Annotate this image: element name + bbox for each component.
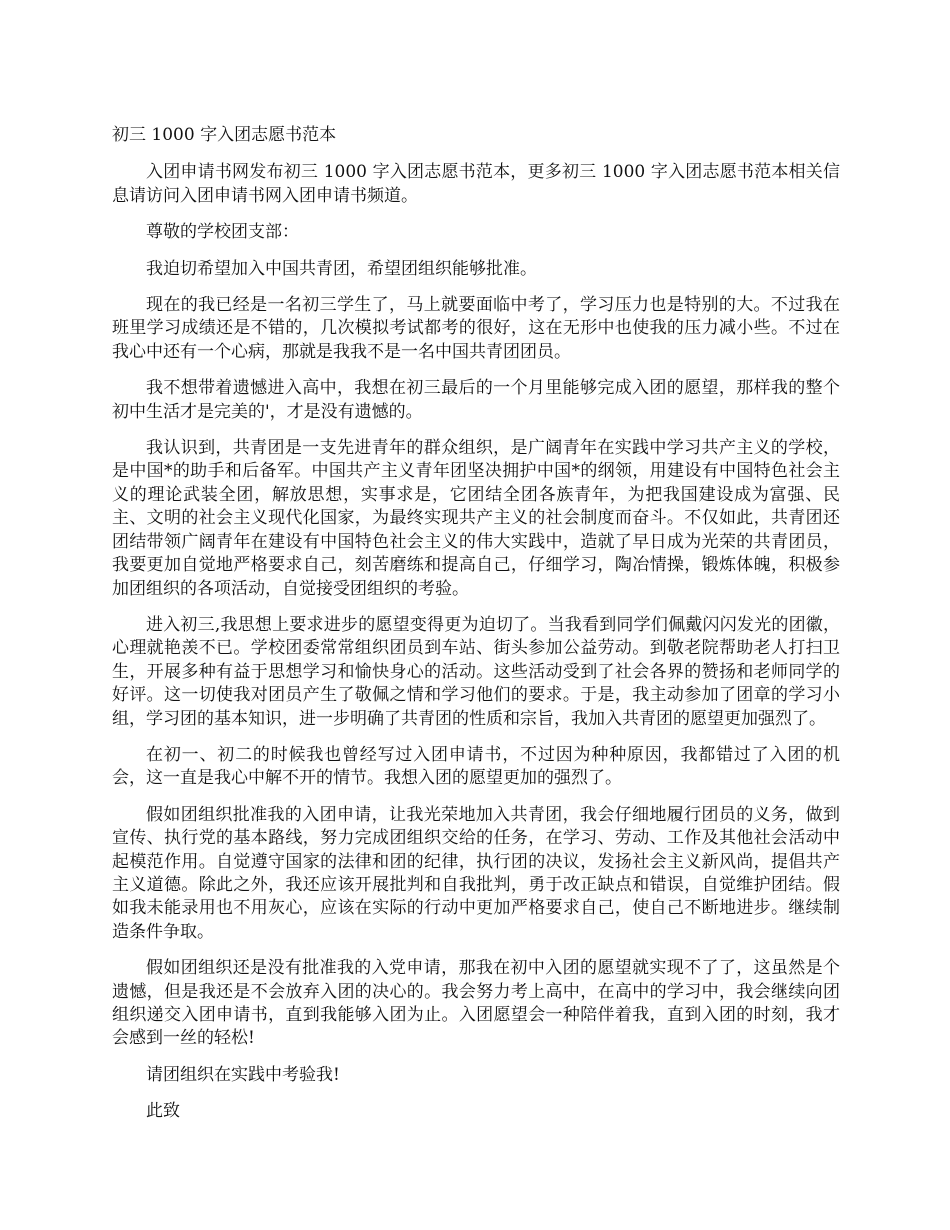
closing-salute: 此致: [146, 1101, 180, 1122]
body-paragraph: 进入初三,我思想上要求进步的愿望变得更为迫切了。当我看到同学们佩戴闪闪发光的团徽，心理就艳羡不已。学校团委常常组织团员到车站、街头参加公益劳动。到敬老院帮助老人打扫卫生，开展多种有益于思想学习和愉快身心的活动。这些活动受到了社会各界的赞扬和老师同学的好评。这一切使我对团员产生了敬佩之情和学习他们的要求。于是，我主动参加了团章的学习小组，学习团的基本知识，进一步明确了共青团的性质和宗旨，我加入共青团的愿望更加强烈了。: [112, 614, 840, 729]
body-paragraph: 我认识到，共青团是一支先进青年的群众组织，是广阔青年在实践中学习共产主义的学校，是中国*的助手和后备军。中国共产主义青年团坚决拥护中国*的纲领，用建设有中国特色社会主义的理论武装全团，解放思想，实事求是，它团结全团各族青年，为把我国建设成为富强、民主、文明的社会主义现代化国家，为最终实现共产主义的社会制度而奋斗。不仅如此，共青团还团结带领广阔青年在建设有中国特色社会主义的伟大实践中，造就了早日成为光荣的共青团员，我要更加自觉地严格要求自己，刻苦磨练和提高自己，仔细学习，陶冶情操，锻炼体魄，积极参加团组织的各项活动，自觉接受团组织的考验。: [112, 438, 840, 599]
document-page: [112, 124, 840, 1137]
body-paragraph: 假如团组织批准我的入团申请，让我光荣地加入共青团，我会仔细地履行团员的义务，做到宣传、执行党的基本路线，努力完成团组织交给的任务，在学习、劳动、工作及其他社会活动中起模范作用。自觉遵守国家的法律和团的纪律，执行团的决议，发扬社会主义新风尚，提倡共产主义道德。除此之外，我还应该开展批判和自我批判，勇于改正缺点和错误，自觉维护团结。假如我未能录用也不用灰心，应该在实际的行动中更加严格要求自己，使自己不断地进步。继续制造条件争取。: [112, 804, 840, 942]
body-paragraph: 我迫切希望加入中国共青团，希望团组织能够批准。: [146, 258, 537, 279]
document-title: 初三 1000 字入团志愿书范本: [112, 125, 337, 145]
salutation: 尊敬的学校团支部：: [146, 222, 299, 243]
body-paragraph: 我不想带着遗憾进入高中，我想在初三最后的一个月里能够完成入团的愿望，那样我的整个初中生活才是完美的'，才是没有遗憾的。: [112, 378, 840, 422]
body-paragraph: 假如团组织还是没有批准我的入党申请，那我在初中入团的愿望就实现不了了，这虽然是个遗憾，但是我还是不会放弃入团的决心的。我会努力考上高中，在高中的学习中，我会继续向团组织递交入团申请书，直到我能够入团为止。入团愿望会一种陪伴着我，直到入团的时刻，我才会感到一丝的轻松!: [112, 958, 840, 1049]
intro-paragraph: 入团申请书网发布初三 1000 字入团志愿书范本，更多初三 1000 字入团志愿书范本相关信息请访问入团申请书网入团申请书频道。: [112, 162, 840, 206]
closing-request: 请团组织在实践中考验我!: [146, 1064, 340, 1085]
body-paragraph: 现在的我已经是一名初三学生了，马上就要面临中考了，学习压力也是特别的大。不过我在班里学习成绩还是不错的，几次模拟考试都考的很好，这在无形中也使我的压力减小些。不过在我心中还有一个心病，那就是我我不是一名中国共青团团员。: [112, 295, 840, 362]
body-paragraph: 在初一、初二的时候我也曾经写过入团申请书，不过因为种种原因，我都错过了入团的机会，这一直是我心中解不开的情节。我想入团的愿望更加的强烈了。: [112, 744, 840, 789]
